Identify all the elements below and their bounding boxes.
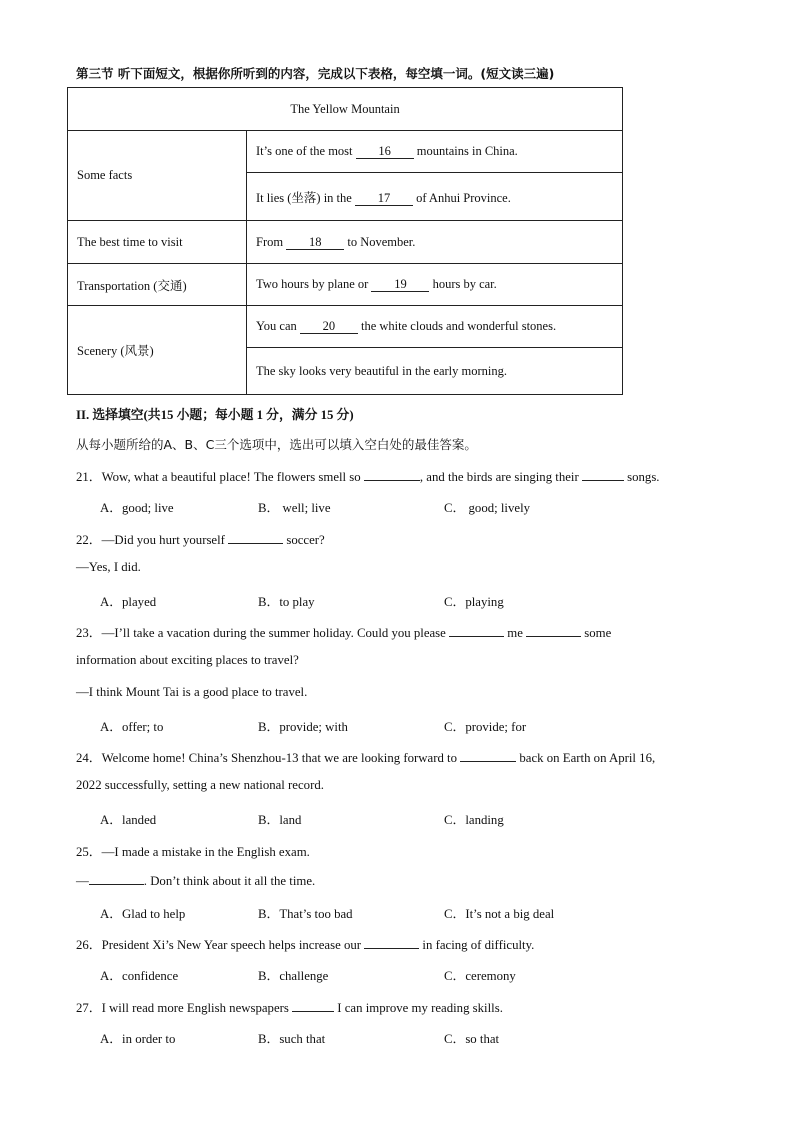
table-cell: The sky looks very beautiful in the early morning. [247,348,623,395]
option-c[interactable]: C．provide; for [444,720,527,734]
section-3-title: 第三节 听下面短文，根据你所听到的内容，完成以下表格，每空填一词。(短文读三遍) [76,66,555,81]
option-c[interactable]: C．playing [444,595,504,609]
option-a[interactable]: A．good; live [100,501,174,515]
part-2-title: II. 选择填空(共15 小题；每小题 1 分，满分 15 分) [76,408,354,422]
answer-blank[interactable] [582,468,624,481]
option-b[interactable]: B．That’s too bad [258,907,353,921]
option-b[interactable]: B．to play [258,595,315,609]
option-a[interactable]: A．confidence [100,969,179,983]
question-26: 26．President Xi’s New Year speech helps increase our in facing of difficulty. [76,938,535,952]
option-a[interactable]: A．Glad to help [100,907,186,921]
question-23-reply: —I think Mount Tai is a good place to travel. [76,685,308,699]
yellow-mountain-table [67,87,623,395]
option-c[interactable]: C．ceremony [444,969,516,983]
answer-blank[interactable] [364,936,419,949]
option-b[interactable]: B．challenge [258,969,329,983]
table-cell: It lies (坐落) in the 17 of Anhui Province. [247,173,623,221]
table-cell: You can 20 the white clouds and wonderful stones. [247,306,623,348]
option-c[interactable]: C．landing [444,813,504,827]
question-24-cont: 2022 successfully, setting a new national record. [76,778,324,792]
question-23-cont: information about exciting places to travel? [76,653,299,667]
answer-blank[interactable] [89,872,144,885]
option-a[interactable]: A．played [100,595,157,609]
row-label-scenery: Scenery (风景) [68,306,247,395]
answer-blank-20[interactable]: 20 [300,319,358,334]
option-c[interactable]: C．It’s not a big deal [444,907,555,921]
answer-blank[interactable] [526,624,581,637]
part-2-instruction: 从每小题所给的A、B、C三个选项中，选出可以填入空白处的最佳答案。 [76,437,477,452]
option-c[interactable]: C． good; lively [444,501,531,515]
question-22-reply: —Yes, I did. [76,560,141,574]
option-a[interactable]: A．landed [100,813,157,827]
row-label-transportation: Transportation (交通) [68,264,247,306]
question-27: 27．I will read more English newspapers I can improve my reading skills. [76,1001,503,1015]
option-a[interactable]: A．offer; to [100,720,164,734]
answer-blank-17[interactable]: 17 [355,191,413,206]
row-label-some-facts: Some facts [68,131,247,221]
answer-blank[interactable] [460,749,516,762]
question-25-reply: — . Don’t think about it all the time. [76,874,316,888]
question-25: 25．—I made a mistake in the English exam. [76,845,310,859]
answer-blank[interactable] [449,624,504,637]
question-24: 24．Welcome home! China’s Shenzhou-13 that we are looking forward to back on Earth on April 16, [76,751,656,765]
answer-blank-16[interactable]: 16 [356,144,414,159]
question-21: 21．Wow, what a beautiful place! The flowers smell so , and the birds are singing their songs. [76,470,660,484]
option-a[interactable]: A．in order to [100,1032,176,1046]
option-b[interactable]: B．land [258,813,302,827]
question-23: 23．—I’ll take a vacation during the summer holiday. Could you please me some [76,626,612,640]
answer-blank[interactable] [364,468,420,481]
option-b[interactable]: B． well; live [258,501,331,515]
option-b[interactable]: B．provide; with [258,720,348,734]
table-cell: Two hours by plane or 19 hours by car. [247,264,623,306]
row-label-best-time: The best time to visit [68,221,247,264]
table-cell: It’s one of the most 16 mountains in China. [247,131,623,173]
answer-blank-19[interactable]: 19 [371,277,429,292]
answer-blank[interactable] [228,531,283,544]
question-22: 22．—Did you hurt yourself soccer? [76,533,325,547]
table-cell: From 18 to November. [247,221,623,264]
answer-blank[interactable] [292,999,334,1012]
option-b[interactable]: B．such that [258,1032,326,1046]
answer-blank-18[interactable]: 18 [286,235,344,250]
option-c[interactable]: C．so that [444,1032,500,1046]
table-heading: The Yellow Mountain [68,88,623,131]
